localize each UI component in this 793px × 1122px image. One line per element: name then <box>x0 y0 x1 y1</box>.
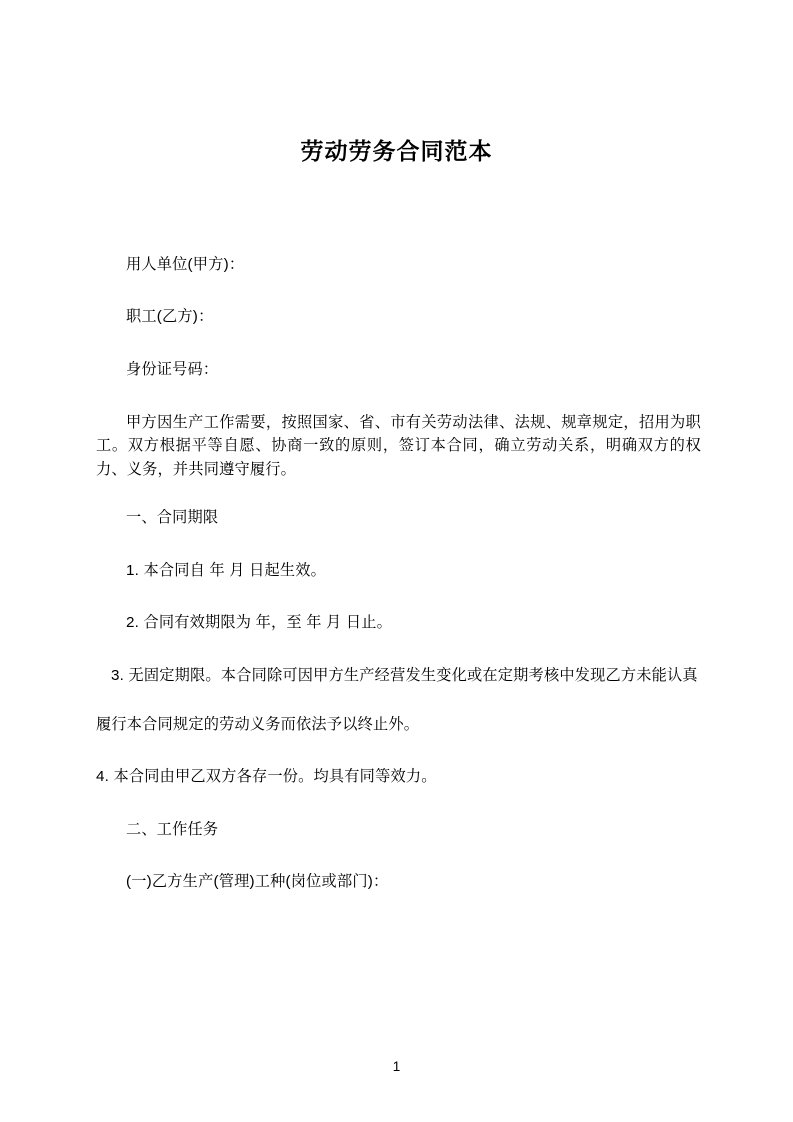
page-number: 1 <box>392 1059 401 1074</box>
paragraph-item-1-3-continued: 履行本合同规定的劳动义务而依法予以终止外。 <box>96 715 420 733</box>
paragraph-preamble: 甲方因生产工作需要，按照国家、省、市有关劳动法律、法规、规章规定，招用为职工。双方根据平等自愿、协商一致的原则，签订本合同，确立劳动关系，明确双方的权力、义务，并共同遵守履行。 <box>96 413 701 478</box>
heading-section-two: 二、工作任务 <box>126 820 219 838</box>
paragraph-employer: 用人单位(甲方)： <box>126 255 245 273</box>
paragraph-employee: 职工(乙方)： <box>126 308 214 326</box>
heading-section-one: 一、合同期限 <box>126 509 219 527</box>
paragraph-item-1-1: 1. 本合同自 年 月 日起生效。 <box>126 561 327 579</box>
paragraph-item-1-3: 3. 无固定期限。本合同除可因甲方生产经营发生变化或在定期考核中发现乙方未能认真 <box>111 666 698 684</box>
paragraph-id-number: 身份证号码： <box>126 361 219 379</box>
page-title: 劳动劳务合同范本 <box>300 138 493 164</box>
paragraph-item-1-4: 4. 本合同由甲乙双方各存一份。均具有同等效力。 <box>96 768 437 786</box>
paragraph-item-1-2: 2. 合同有效期限为 年，至 年 月 日止。 <box>126 614 392 632</box>
document-body <box>0 253 793 894</box>
paragraph-item-2-1: (一)乙方生产(管理)工种(岗位或部门)： <box>126 873 389 891</box>
